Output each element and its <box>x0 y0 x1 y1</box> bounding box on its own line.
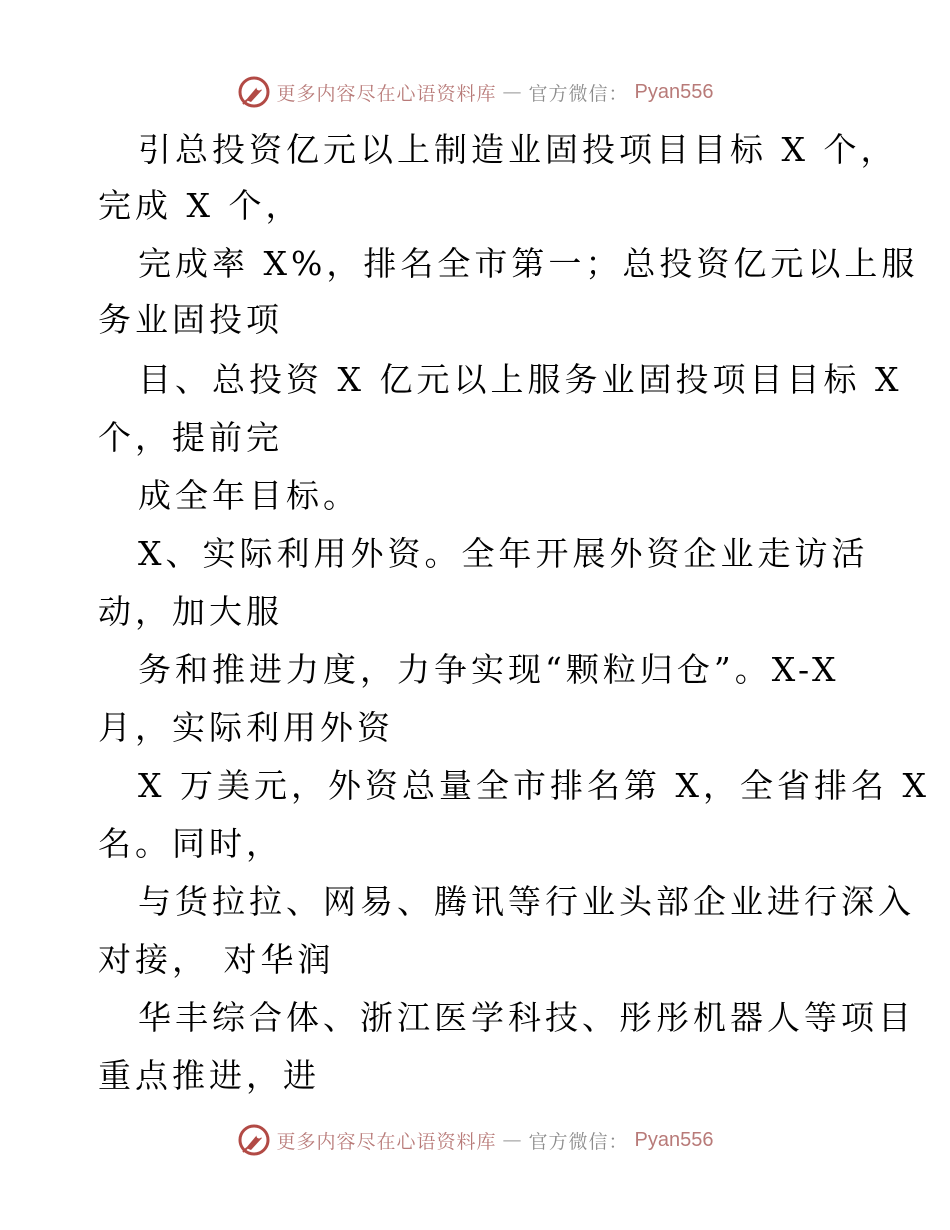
pen-nib-logo-icon <box>237 75 271 109</box>
text-line: 目、总投资 X 亿元以上服务业固投项目目标 X <box>138 360 903 399</box>
text-line: 引总投资亿元以上制造业固投项目目标 X 个， <box>138 130 898 169</box>
watermark-brand-text: 更多内容尽在心语资料库 <box>276 82 497 105</box>
text-line: 与货拉拉、网易、腾讯等行业头部企业进行深入 <box>138 882 915 921</box>
text-line: X、实际利用外资。全年开展外资企业走访活 <box>138 534 869 573</box>
watermark-wechat-id: Pyan556 <box>634 1128 714 1151</box>
watermark-official-label: 官方微信： <box>528 1130 629 1153</box>
header-watermark <box>0 72 950 112</box>
text-line: 对接， 对华润 <box>98 940 335 979</box>
text-line: 务和推进力度，力争实现“颗粒归仓”。X-X <box>138 650 840 689</box>
watermark-official-label: 官方微信： <box>528 82 629 105</box>
watermark-brand-text: 更多内容尽在心语资料库 <box>276 1130 497 1153</box>
text-line: 名。同时， <box>98 824 283 863</box>
watermark-dash: — <box>502 1129 523 1151</box>
footer-watermark <box>0 1120 950 1160</box>
watermark-wechat-id: Pyan556 <box>634 80 714 103</box>
text-line: X 万美元，外资总量全市排名第 X，全省排名 X <box>138 766 930 805</box>
text-line: 成全年目标。 <box>138 476 360 515</box>
text-line: 动，加大服 <box>98 592 283 631</box>
text-line: 务业固投项 <box>98 300 283 339</box>
text-line: 完成率 X%，排名全市第一；总投资亿元以上服 <box>138 244 919 283</box>
watermark-dash: — <box>502 81 523 103</box>
text-line: 个，提前完 <box>98 418 283 457</box>
pen-nib-logo-icon <box>237 1123 271 1157</box>
text-line: 重点推进，进 <box>98 1056 320 1095</box>
text-line: 华丰综合体、浙江医学科技、彤彤机器人等项目 <box>138 998 915 1037</box>
text-line: 完成 X 个， <box>98 186 303 225</box>
text-line: 月，实际利用外资 <box>98 708 394 747</box>
